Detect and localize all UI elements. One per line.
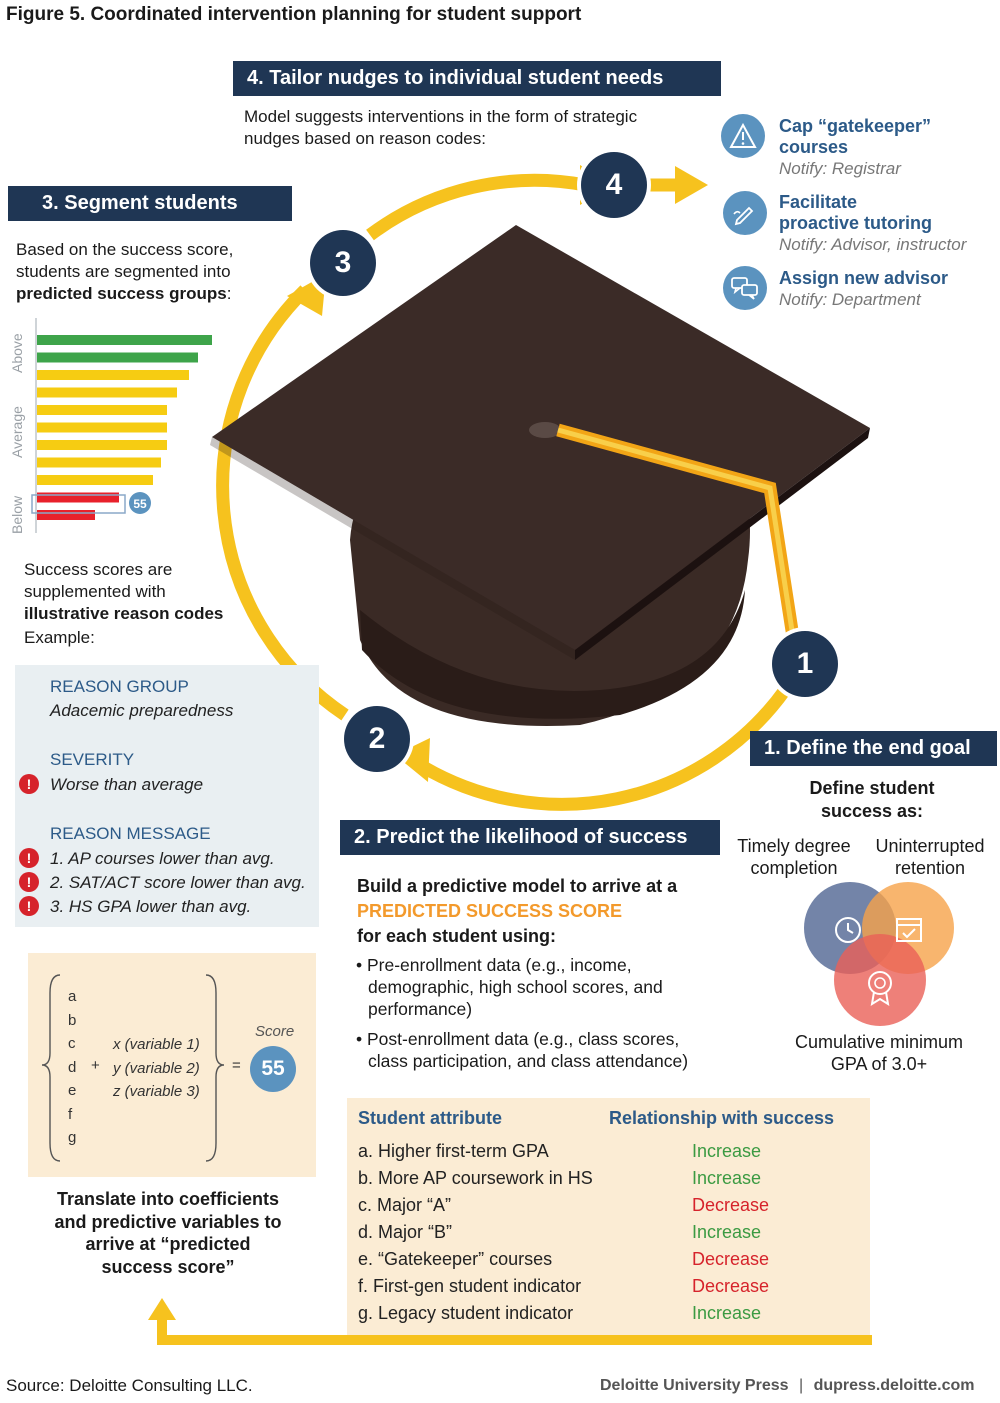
attribute-name: c. Major “A” bbox=[358, 1195, 452, 1215]
equation-box bbox=[28, 953, 316, 1177]
reason-message-2: 2. SAT/ACT score lower than avg. bbox=[50, 873, 306, 892]
segment-bar-average bbox=[37, 440, 167, 450]
coef-letter: c bbox=[68, 1035, 76, 1052]
segment-bar-average bbox=[37, 423, 167, 433]
chat-bubbles-icon bbox=[723, 266, 767, 310]
segment-bar-average bbox=[37, 405, 167, 415]
segment-bar-average bbox=[37, 475, 153, 485]
step-3-heading: 3. Segment students bbox=[8, 186, 292, 221]
severity-label: SEVERITY bbox=[50, 750, 135, 769]
axis-label-above: Above bbox=[9, 333, 25, 373]
pencil-chat-icon bbox=[723, 191, 767, 235]
relationship-value: Decrease bbox=[692, 1276, 770, 1296]
supp-bold: illustrative reason codes bbox=[24, 604, 224, 623]
step-2-description bbox=[357, 874, 677, 949]
segment-bar-above bbox=[37, 335, 212, 345]
separator: | bbox=[798, 1377, 804, 1394]
goal-timely-completion bbox=[728, 835, 860, 879]
variable-item: x (variable 1) bbox=[113, 1036, 200, 1053]
step-3-description bbox=[16, 239, 233, 305]
supplement-text bbox=[24, 559, 223, 649]
step-4-description bbox=[244, 106, 637, 150]
reason-message-1: 1. AP courses lower than avg. bbox=[50, 849, 275, 868]
relationship-value: Increase bbox=[692, 1141, 762, 1161]
step-4-desc-line: Model suggests interventions in the form of strategic bbox=[244, 107, 638, 126]
plus-sign: + bbox=[91, 1057, 100, 1074]
score-badge-label: 55 bbox=[133, 497, 147, 511]
arrowhead-to-nudges bbox=[675, 166, 708, 204]
axis-label-average: Average bbox=[9, 406, 25, 458]
warning-icon: ! bbox=[19, 896, 39, 916]
relationship-value: Decrease bbox=[692, 1249, 770, 1269]
attribute-name: g. Legacy student indicator bbox=[358, 1303, 574, 1323]
predicted-score-highlight: PREDICTED SUCCESS SCORE bbox=[357, 901, 623, 921]
goal-line: GPA of 3.0+ bbox=[830, 1054, 928, 1074]
variable-item: z (variable 3) bbox=[113, 1083, 200, 1100]
warning-triangle-icon bbox=[721, 114, 765, 158]
step-2-heading: 2. Predict the likelihood of success bbox=[340, 820, 720, 855]
desc-tail: : bbox=[226, 284, 232, 303]
attribute-name: e. “Gatekeeper” courses bbox=[358, 1249, 553, 1269]
feedback-arrowhead bbox=[148, 1298, 176, 1320]
caption-line: Translate into coefficients bbox=[56, 1189, 280, 1209]
relationship-value: Decrease bbox=[692, 1195, 770, 1215]
equation-caption bbox=[28, 1188, 308, 1278]
step-2-bullets bbox=[356, 954, 688, 1072]
bullet-line: • Post-enrollment data (e.g., class scores, bbox=[356, 1029, 680, 1049]
publisher-credit bbox=[600, 1377, 975, 1395]
step-2-badge: 2 bbox=[344, 706, 410, 772]
step-1-subheading bbox=[752, 777, 992, 823]
supp-line: Success scores are bbox=[24, 560, 173, 579]
axis-label-below: Below bbox=[9, 495, 25, 534]
nudge-title: Cap “gatekeeper” bbox=[779, 116, 932, 136]
reason-message-label: REASON MESSAGE bbox=[50, 824, 211, 843]
step-3-badge: 3 bbox=[310, 230, 376, 296]
nudge-tutoring bbox=[779, 192, 966, 255]
publisher-url: dupress.deloitte.com bbox=[813, 1377, 975, 1394]
attribute-name: d. Major “B” bbox=[358, 1222, 453, 1242]
segment-bar-average bbox=[37, 388, 177, 398]
attribute-name: f. First-gen student indicator bbox=[358, 1276, 582, 1296]
nudge-title: courses bbox=[779, 137, 849, 157]
publisher-name: Deloitte University Press bbox=[600, 1377, 789, 1394]
attribute-name: a. Higher first-term GPA bbox=[358, 1141, 549, 1161]
segment-bar-below bbox=[37, 510, 95, 520]
col-header-attribute: Student attribute bbox=[358, 1108, 502, 1128]
source-note: Source: Deloitte Consulting LLC. bbox=[6, 1376, 253, 1395]
nudge-notify: Notify: Advisor, instructor bbox=[779, 235, 967, 254]
relationship-value: Increase bbox=[692, 1303, 762, 1323]
bullet-line: class participation, and class attendance) bbox=[368, 1051, 689, 1071]
step-4-desc-line: nudges based on reason codes: bbox=[244, 129, 486, 148]
reason-message-3: 3. HS GPA lower than avg. bbox=[50, 897, 252, 916]
step-3-desc-line bbox=[16, 283, 233, 305]
step-1-badge: 1 bbox=[772, 631, 838, 697]
venn-diagram bbox=[798, 880, 962, 1028]
goal-retention bbox=[864, 835, 996, 879]
variable-item: y (variable 2) bbox=[113, 1059, 200, 1077]
coef-letter: a bbox=[68, 988, 77, 1005]
nudge-title: Facilitate bbox=[779, 192, 858, 212]
reason-code-box bbox=[15, 665, 319, 927]
caption-line: and predictive variables to bbox=[54, 1211, 282, 1232]
warning-icon: ! bbox=[19, 872, 39, 892]
severity-value: Worse than average bbox=[50, 775, 204, 794]
segment-bar-chart bbox=[0, 318, 240, 538]
supp-line: supplemented with bbox=[24, 582, 166, 601]
step-4-heading: 4. Tailor nudges to individual student needs bbox=[233, 61, 721, 96]
coefficient-letters bbox=[68, 985, 76, 1150]
cycle-arc-3-to-4 bbox=[370, 180, 585, 235]
reason-group-value: Adacemic preparedness bbox=[50, 701, 234, 720]
step-2-intro: for each student using: bbox=[357, 926, 557, 946]
caption-line: success score” bbox=[101, 1256, 235, 1277]
sub-line: success as: bbox=[820, 801, 924, 821]
score-label: Score bbox=[255, 1023, 295, 1040]
bullet-line: demographic, high school scores, and bbox=[368, 977, 663, 997]
nudge-notify: Notify: Department bbox=[779, 290, 921, 309]
nudge-notify: Notify: Registrar bbox=[779, 159, 901, 178]
goal-line: Timely degree bbox=[737, 836, 851, 856]
col-header-relationship: Relationship with success bbox=[609, 1108, 835, 1128]
goal-line: completion bbox=[750, 858, 838, 878]
coef-letter: g bbox=[68, 1129, 77, 1146]
goal-line: Cumulative minimum bbox=[794, 1032, 964, 1052]
step-3-desc-line: students are segmented into bbox=[16, 262, 231, 281]
attribute-name: b. More AP coursework in HS bbox=[358, 1168, 593, 1188]
warning-icon: ! bbox=[19, 774, 39, 794]
coef-letter: f bbox=[68, 1105, 73, 1123]
bullet-line: • Pre-enrollment data (e.g., income, bbox=[356, 955, 632, 975]
coef-letter: b bbox=[68, 1011, 77, 1029]
equals-sign: = bbox=[232, 1057, 241, 1074]
goal-gpa bbox=[778, 1031, 980, 1075]
example-label: Example: bbox=[24, 628, 95, 647]
relationship-value: Increase bbox=[692, 1222, 762, 1242]
reason-group-label: REASON GROUP bbox=[50, 677, 189, 696]
goal-line: Uninterrupted bbox=[875, 836, 985, 856]
nudge-title: Assign new advisor bbox=[779, 268, 949, 288]
segment-bar-below bbox=[37, 493, 119, 503]
bold-phrase: predicted success groups bbox=[16, 284, 227, 303]
attribute-table bbox=[347, 1098, 870, 1335]
coef-letter: e bbox=[68, 1082, 77, 1099]
step-3-desc-line: Based on the success score, bbox=[16, 240, 234, 259]
venn-circle-gpa bbox=[834, 934, 926, 1026]
segment-bar-average bbox=[37, 370, 189, 380]
sub-line: Define student bbox=[809, 778, 935, 798]
nudge-cap-gatekeeper bbox=[779, 116, 931, 179]
relationship-value: Increase bbox=[692, 1168, 762, 1188]
figure-title: Figure 5. Coordinated intervention planning for student support bbox=[6, 4, 582, 25]
step-4-badge: 4 bbox=[581, 152, 647, 218]
caption-line: arrive at “predicted bbox=[85, 1234, 251, 1254]
nudge-title: proactive tutoring bbox=[779, 213, 933, 233]
segment-bar-above bbox=[37, 353, 198, 363]
nudge-new-advisor bbox=[779, 268, 948, 310]
segment-bar-average bbox=[37, 458, 161, 468]
bars-group bbox=[37, 335, 212, 520]
warning-icon: ! bbox=[19, 848, 39, 868]
goal-line: retention bbox=[894, 858, 966, 878]
variables-list bbox=[113, 1033, 200, 1104]
bullet-line: performance) bbox=[368, 999, 473, 1019]
step-1-heading: 1. Define the end goal bbox=[750, 731, 997, 766]
step-2-intro: Build a predictive model to arrive at a bbox=[357, 876, 678, 896]
score-value-badge: 55 bbox=[250, 1046, 296, 1092]
coef-letter: d bbox=[68, 1058, 77, 1076]
